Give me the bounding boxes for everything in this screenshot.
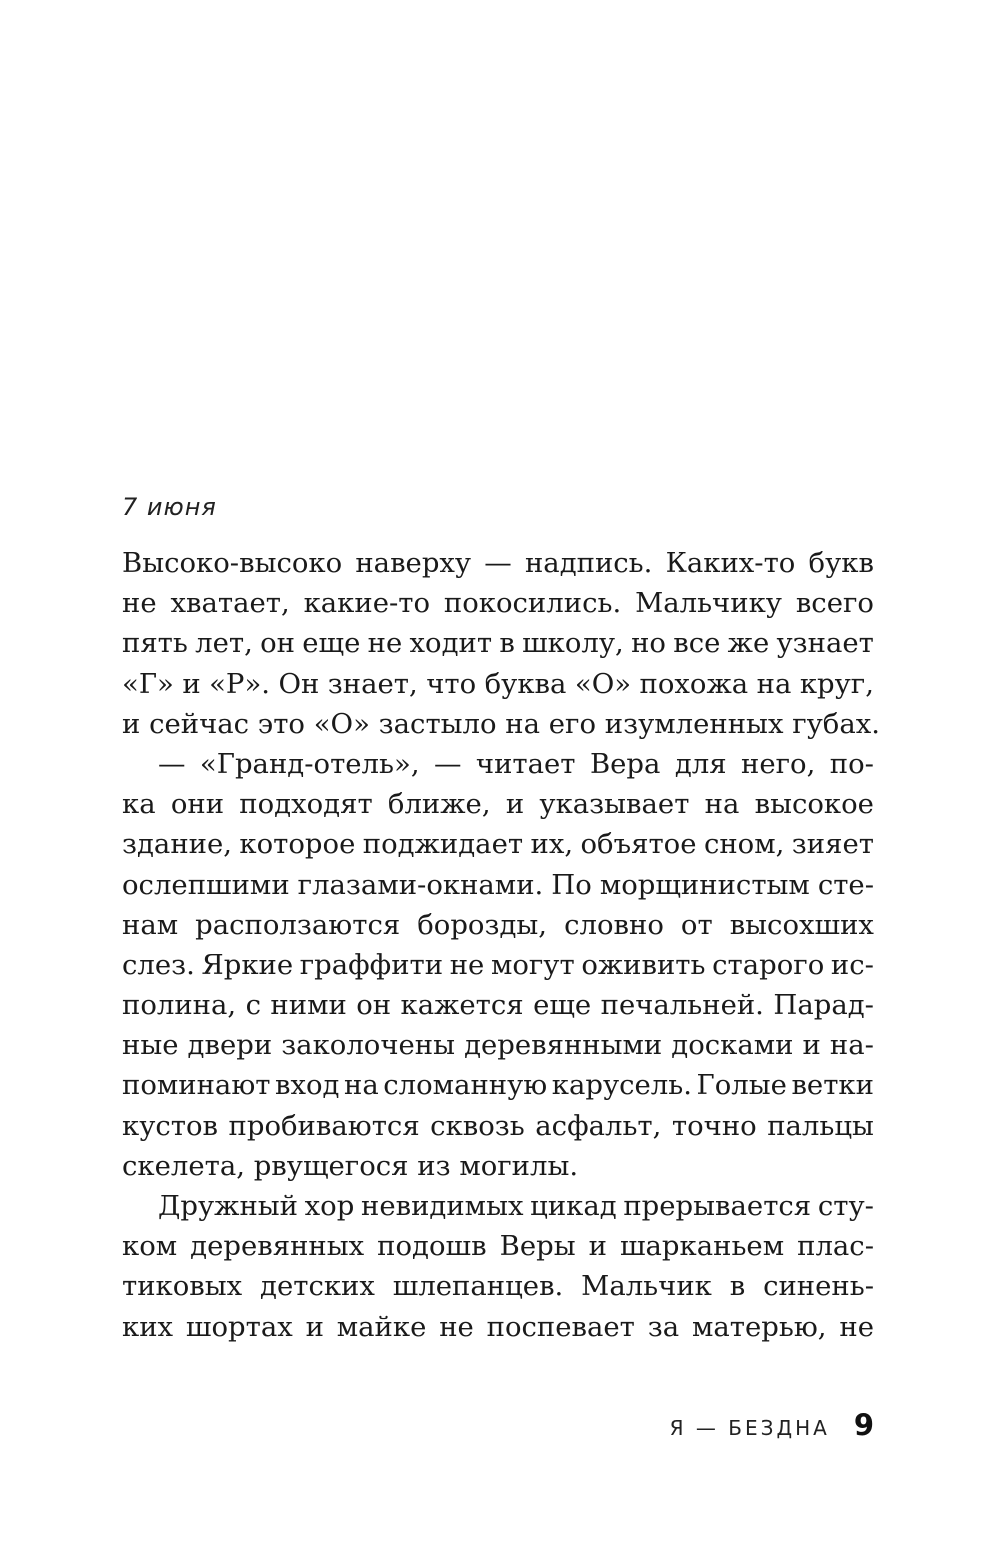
chapter-date-heading: 7 июня bbox=[122, 493, 217, 521]
body-text bbox=[122, 543, 880, 1347]
text-line: Высоко-высоко наверху — надпись. Каких-то букв bbox=[122, 547, 874, 579]
paragraph bbox=[122, 543, 880, 744]
text-line: ные двери заколочены деревянными досками и на- bbox=[122, 1029, 874, 1062]
text-line: Дружный хор невидимых цикад прерывается сту- bbox=[158, 1190, 874, 1222]
running-footer bbox=[670, 1408, 874, 1448]
text-line: ослепшими глазами-окнами. По морщинистым сте- bbox=[122, 868, 874, 901]
text-line: скелета, рвущегося из могилы. bbox=[122, 1149, 579, 1182]
paragraph bbox=[122, 744, 874, 1186]
text-line: слез. Яркие граффити не могут оживить старого ис- bbox=[122, 948, 874, 981]
text-line: кустов пробиваются сквозь асфальт, точно пальцы bbox=[122, 1109, 874, 1142]
text-line: и сейчас это «О» застыло на его изумленных губах. bbox=[122, 707, 880, 740]
text-line: поминают вход на сломанную карусель. Голые ветки bbox=[122, 1069, 874, 1102]
text-line: тиковых детских шлепанцев. Мальчик в синень- bbox=[122, 1270, 874, 1303]
text-line: нам расползаются борозды, словно от высохших bbox=[122, 908, 874, 941]
text-line: — «Гранд-отель», — читает Вера для него, по- bbox=[158, 747, 874, 780]
text-line: ких шортах и майке не поспевает за матерью, не bbox=[122, 1310, 874, 1343]
text-line: пять лет, он еще не ходит в школу, но все же узнает bbox=[122, 627, 874, 660]
text-line: здание, которое поджидает их, объятое сном, зияет bbox=[122, 828, 874, 861]
text-line: не хватает, какие-то покосились. Мальчику всего bbox=[122, 587, 874, 620]
page-number: 9 bbox=[853, 1408, 874, 1442]
book-title: Я — БЕЗДНА bbox=[669, 1416, 830, 1440]
text-line: ком деревянных подошв Веры и шарканьем плас- bbox=[122, 1230, 874, 1263]
text-line: «Г» и «Р». Он знает, что буква «О» похожа на круг, bbox=[122, 667, 874, 700]
text-line: ка они подходят ближе, и указывает на высокое bbox=[122, 788, 874, 821]
paragraph bbox=[122, 1186, 874, 1347]
text-line: полина, с ними он кажется еще печальней. Парад- bbox=[122, 989, 874, 1022]
